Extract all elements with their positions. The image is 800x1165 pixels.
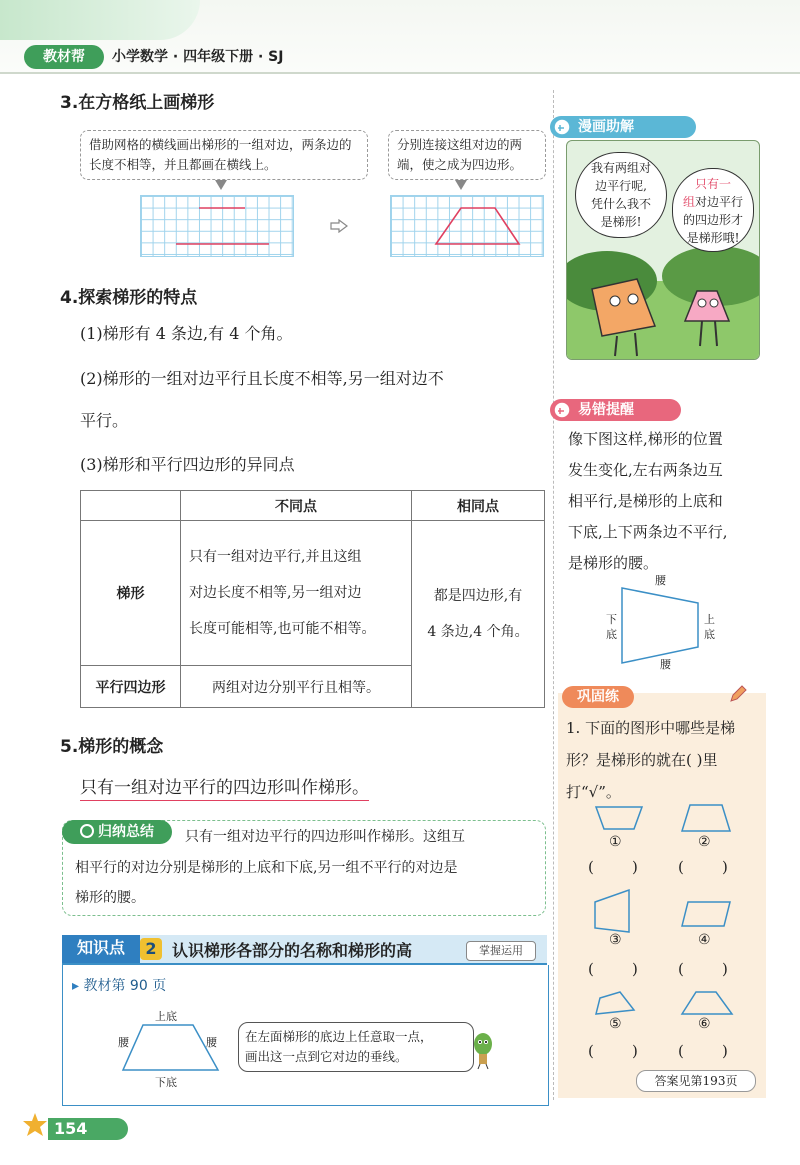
question-line-1: 1. 下面的图形中哪些是梯 [566, 719, 736, 737]
col-same: 相同点 [412, 491, 545, 521]
speech-right-emphasis: 组 [682, 195, 695, 209]
pointing-hand-icon [553, 401, 571, 419]
right-base-char-1: 上 [704, 613, 715, 626]
left-base-char-1: 下 [606, 613, 617, 626]
arrow-down-icon [455, 180, 467, 190]
label-bottom-base: 下底 [155, 1076, 177, 1089]
summary-line2: 相平行的对边分别是梯形的上底和下底,另一组不平行的对边是 [75, 860, 458, 876]
book-tag: 教材帮 [24, 45, 104, 69]
label-1: ① [609, 834, 622, 850]
question-line-3: 打“√”。 [566, 783, 621, 801]
feature-3: (3)梯形和平行四边形的异同点 [80, 455, 295, 474]
grid-step1 [140, 195, 294, 257]
speech-left-line-1: 我有两组对 [590, 161, 651, 175]
mistake-tag-label: 易错提醒 [578, 402, 634, 418]
speech-left-line-3: 凭什么我不 [590, 197, 651, 211]
knowledge-point-number: 2 [140, 938, 162, 960]
shape-5 [594, 990, 636, 1016]
page-number: 154 [54, 1119, 88, 1138]
label-6: ⑥ [698, 1016, 711, 1032]
summary-tag [62, 820, 172, 844]
answer-slot-1[interactable]: ( ) [588, 858, 638, 876]
same-cell [412, 521, 545, 708]
step2-trapezoid [391, 196, 543, 256]
header-divider [0, 72, 800, 74]
summary-line3: 梯形的腰。 [75, 890, 145, 906]
section3-heading: 3.在方格纸上画梯形 [60, 93, 215, 113]
diff-line-1: 只有一组对边平行,并且这组 [189, 549, 362, 565]
shape-3 [593, 888, 633, 934]
practice-tag: 巩固练 [562, 686, 634, 708]
speech-bubble-right [672, 168, 754, 252]
speech-left-line-2: 边平行呢, [595, 179, 647, 193]
answer-reference: 答案见第193页 [636, 1070, 756, 1092]
shape-1 [594, 805, 644, 831]
label-top-base: 上底 [155, 1010, 177, 1023]
mistake-line-2: 发生变化,左右两条边互 [568, 461, 723, 479]
rotated-trapezoid [618, 585, 703, 665]
shape-6 [680, 990, 734, 1016]
grid-step2 [390, 195, 544, 257]
section5-heading: 5.梯形的概念 [60, 737, 164, 757]
arrow-right-icon [330, 219, 348, 233]
label-4: ④ [698, 932, 711, 948]
summary-line1: 只有一组对边平行的四边形叫作梯形。这组互 [185, 829, 465, 845]
row-trapezoid-name: 梯形 [81, 521, 181, 666]
target-icon [80, 824, 94, 838]
sidebar-divider [553, 90, 554, 1100]
feature-2a: (2)梯形的一组对边平行且长度不相等,另一组对边不 [80, 369, 444, 388]
left-base-char-2: 底 [606, 628, 617, 641]
row-parallelogram-diff: 两组对边分别平行且相等。 [181, 666, 412, 708]
definition: 只有一组对边平行的四边形叫作梯形。 [80, 773, 369, 801]
speech-bubble-left [575, 152, 667, 238]
mistake-line-3: 相平行,是梯形的上底和 [568, 492, 723, 510]
knowledge-point-label: 知识点 [62, 935, 140, 963]
answer-slot-6[interactable]: ( ) [678, 1042, 728, 1060]
mistake-leg-top: 腰 [655, 574, 666, 587]
comic-tag [550, 116, 696, 138]
mistake-line-4: 下底,上下两条边不平行, [568, 523, 728, 541]
knowledge-point-title: 认识梯形各部分的名称和梯形的高 [172, 941, 413, 960]
row-trapezoid-diff [181, 521, 412, 666]
comic-tag-label: 漫画助解 [578, 119, 634, 135]
star-icon [22, 1112, 48, 1138]
mascot-icon [468, 1030, 498, 1070]
mistake-leg-bottom: 腰 [660, 658, 671, 671]
instruction-line-1: 在左面梯形的底边上任意取一点， [245, 1029, 433, 1044]
mistake-left-base [606, 612, 617, 642]
step1-lines [141, 196, 293, 256]
instruction-bubble [238, 1022, 474, 1072]
mistake-line-1: 像下图这样,梯形的位置 [568, 430, 723, 448]
shape-2 [680, 803, 732, 833]
col-diff: 不同点 [181, 491, 412, 521]
right-base-char-2: 底 [704, 628, 715, 641]
section4-heading: 4.探索梯形的特点 [60, 288, 198, 308]
speech-right-line-2 [673, 193, 753, 211]
mastery-tag: 掌握运用 [466, 941, 536, 961]
speech-right-line-3: 的四边形才 [682, 213, 743, 227]
same-line-2: 4 条边,4 个角。 [427, 624, 529, 640]
summary-tag-label: 归纳总结 [98, 824, 154, 840]
textbook-ref [72, 975, 166, 995]
speech-right-line-1: 只有一 [694, 177, 731, 191]
question-line-2: 形？是梯形的就在( )里 [566, 751, 718, 769]
label-5: ⑤ [609, 1016, 622, 1032]
shape-4 [680, 900, 732, 928]
speech-left-line-4: 是梯形! [600, 215, 642, 229]
triangle-right-icon: ▸ [72, 978, 80, 994]
book-title: 小学数学 · 四年级下册 · SJ [112, 49, 284, 65]
diff-line-2: 对边长度不相等,另一组对边 [189, 585, 362, 601]
pencil-icon [728, 684, 748, 704]
label-3: ③ [609, 932, 622, 948]
label-leg-right: 腰 [206, 1036, 217, 1049]
comparison-table [80, 490, 545, 708]
answer-slot-2[interactable]: ( ) [678, 858, 728, 876]
feature-2b: 平行。 [80, 411, 129, 430]
step1-note: 借助网格的横线画出梯形的一组对边，两条边的长度不相等，并且都画在横线上。 [80, 130, 368, 180]
speech-right-line-4: 是梯形哦! [686, 231, 740, 245]
answer-slot-3[interactable]: ( ) [588, 960, 638, 978]
diff-line-3: 长度可能相等,也可能不相等。 [189, 621, 376, 637]
pointing-hand-icon [553, 118, 571, 136]
practice-question [566, 712, 735, 808]
mistake-text [568, 424, 728, 579]
textbook-ref-label: 教材第 90 页 [83, 978, 167, 994]
speech-right-rest: 对边平行 [695, 195, 744, 209]
label-leg-left: 腰 [118, 1036, 129, 1049]
answer-slot-4[interactable]: ( ) [678, 960, 728, 978]
label-2: ② [698, 834, 711, 850]
step2-note: 分别连接这组对边的两端，使之成为四边形。 [388, 130, 546, 180]
mistake-right-base [704, 612, 715, 642]
same-line-1: 都是四边形,有 [433, 588, 523, 604]
row-parallelogram-name: 平行四边形 [81, 666, 181, 708]
arrow-down-icon [215, 180, 227, 190]
feature-1: (1)梯形有 4 条边,有 4 个角。 [80, 324, 293, 343]
header-decoration [0, 0, 200, 40]
answer-slot-5[interactable]: ( ) [588, 1042, 638, 1060]
instruction-line-2: 画出这一点到它对边的垂线。 [245, 1049, 408, 1064]
mistake-line-5: 是梯形的腰。 [568, 554, 659, 572]
